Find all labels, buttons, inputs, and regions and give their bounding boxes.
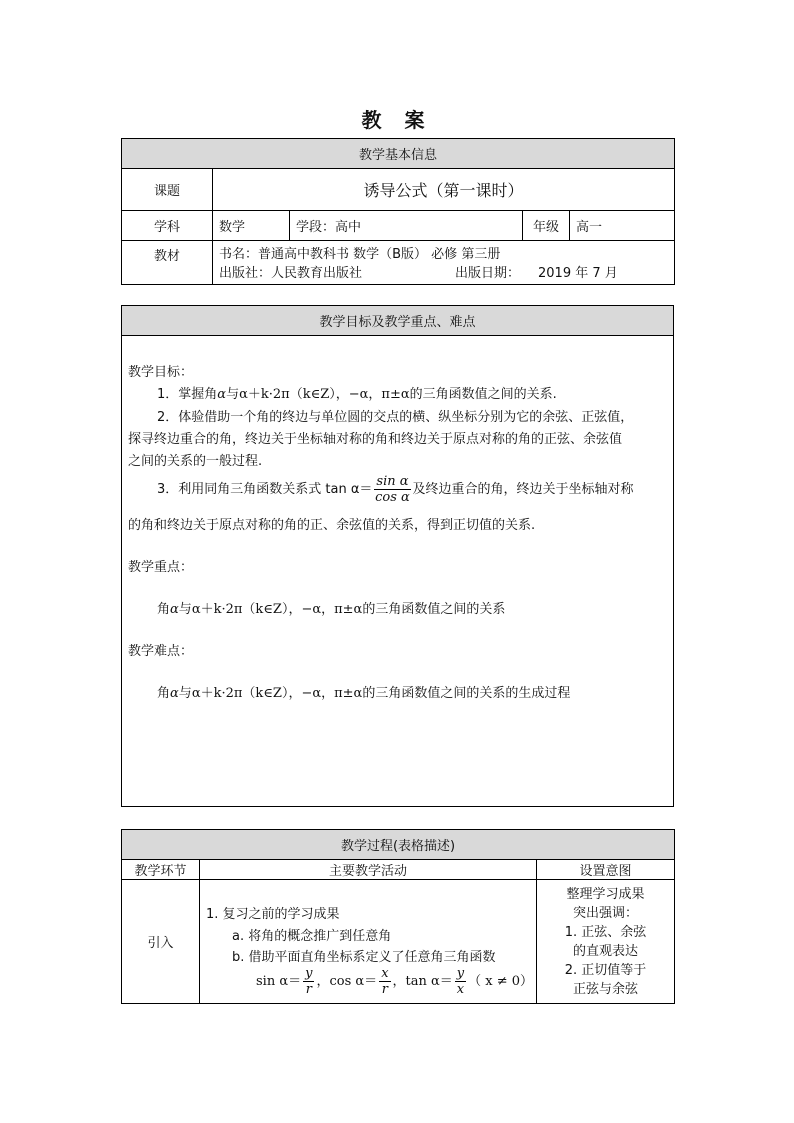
diff-suffix: 的三角函数值之间的关系的生成过程 xyxy=(362,686,571,701)
goal-3 xyxy=(157,474,634,505)
sin-num: y xyxy=(305,966,313,981)
stage-text: 学段：高中 xyxy=(290,211,523,241)
goals-table xyxy=(121,305,674,807)
tan-den: x xyxy=(456,982,465,997)
tan-fraction-num: sin α xyxy=(376,474,409,489)
tan-fraction xyxy=(374,474,410,505)
sin-prefix: sin α＝ xyxy=(256,974,302,989)
grade-label: 年级 xyxy=(523,211,570,241)
subject-label: 学科 xyxy=(122,211,213,241)
intent-line-2: 突出强调： xyxy=(573,905,639,921)
objectives-title: 教学目标： xyxy=(128,365,194,380)
goal-1-expr: α＋k·2π xyxy=(239,387,290,402)
cos-num: x xyxy=(381,966,389,981)
trig-definitions xyxy=(256,966,533,997)
key-expr: α＋k·2π（k∈Z），−α，π±α xyxy=(191,602,363,617)
tan-def-fraction xyxy=(455,966,466,997)
topic-value: 诱导公式（第一课时） xyxy=(213,169,675,211)
key-points-title: 教学重点： xyxy=(128,560,194,575)
goal-1-paren: （k∈Z） xyxy=(289,387,336,402)
diff-alpha: α xyxy=(170,686,179,701)
basic-info-table xyxy=(121,138,675,285)
key-prefix: 角 xyxy=(157,602,171,617)
cos-fraction xyxy=(379,966,390,997)
diff-prefix: 角 xyxy=(157,686,171,701)
intent-line-4: 的直观表达 xyxy=(573,943,639,959)
goal-1-prefix: 1．掌握角 xyxy=(157,387,218,402)
goal-3-prefix: 3．利用同角三角函数关系式 tan α＝ xyxy=(157,482,373,497)
difficulty-text xyxy=(157,682,570,701)
activity-cell xyxy=(200,880,537,1004)
activity-item-a: a. 将角的概念推广到任意角 xyxy=(232,929,392,944)
cos-prefix: ，cos α＝ xyxy=(316,974,378,989)
grade-value: 高一 xyxy=(570,211,675,241)
intent-cell xyxy=(537,880,675,1004)
material-cell xyxy=(213,241,675,285)
goal-1-suffix: 的三角函数值之间的关系. xyxy=(409,387,557,402)
material-pub-date-label: 出版日期： xyxy=(455,266,521,281)
document-title: 教 案 xyxy=(361,108,433,132)
goal-2-line-3: 之间的关系的一般过程. xyxy=(128,454,263,469)
tan-prefix: ，tan α＝ xyxy=(392,974,453,989)
intent-line-5: 2. 正切值等于 xyxy=(564,962,647,978)
material-publisher-line xyxy=(219,264,668,283)
col-stage-header: 教学环节 xyxy=(122,860,200,880)
process-header: 教学过程(表格描述) xyxy=(122,830,675,860)
tan-condition: （ x ≠ 0） xyxy=(468,974,534,989)
goal-3-line-2: 的角和终边关于原点对称的角的正、余弦值的关系，得到正切值的关系. xyxy=(128,518,536,533)
activity-item-b: b. 借助平面直角坐标系定义了任意角三角函数 xyxy=(232,950,496,965)
subject-value: 数学 xyxy=(213,211,290,241)
goal-2-line-1: 2．体验借助一个角的终边与单位圆的交点的横、纵坐标分别为它的余弦、正弦值， xyxy=(157,410,634,425)
key-alpha: α xyxy=(170,602,179,617)
cos-den: r xyxy=(381,982,388,997)
sin-den: r xyxy=(305,982,312,997)
basic-info-header: 教学基本信息 xyxy=(122,139,675,169)
sin-fraction xyxy=(303,966,314,997)
key-with: 与 xyxy=(178,602,192,617)
material-publisher: 出版社：人民教育出版社 xyxy=(219,266,363,281)
col-intent-header: 设置意图 xyxy=(537,860,675,880)
topic-label: 课题 xyxy=(122,169,213,211)
material-pub-date-value: 2019 年 7 月 xyxy=(538,266,618,281)
goal-3-suffix: 及终边重合的角，终边关于坐标轴对称 xyxy=(412,482,634,497)
goals-header: 教学目标及教学重点、难点 xyxy=(122,306,674,336)
stage-intro: 引入 xyxy=(122,880,200,1004)
key-suffix: 的三角函数值之间的关系 xyxy=(362,602,506,617)
goal-1-with: 与 xyxy=(226,387,240,402)
goals-body xyxy=(122,336,674,807)
intent-line-1: 整理学习成果 xyxy=(566,886,645,902)
goal-1 xyxy=(157,383,557,402)
key-points-text xyxy=(157,598,505,617)
goal-1-rest: ，−α，π±α xyxy=(335,387,410,402)
goal-1-alpha: α xyxy=(217,387,227,402)
intent-line-3: 1. 正弦、余弦 xyxy=(564,924,647,940)
col-activity-header: 主要教学活动 xyxy=(200,860,537,880)
material-book: 书名：普通高中教科书 数学（B版） 必修 第三册 xyxy=(219,247,501,262)
goal-2-line-2: 探寻终边重合的角，终边关于坐标轴对称的角和终边关于原点对称的角的正弦、余弦值 xyxy=(128,432,623,447)
intent-line-6: 正弦与余弦 xyxy=(573,981,639,997)
difficulty-title: 教学难点： xyxy=(128,644,194,659)
tan-num: y xyxy=(456,966,465,981)
tan-fraction-den: cos α xyxy=(375,490,410,505)
material-label: 教材 xyxy=(122,241,213,285)
diff-with: 与 xyxy=(178,686,192,701)
process-table xyxy=(121,829,675,1004)
diff-expr: α＋k·2π（k∈Z），−α，π±α xyxy=(191,686,363,701)
activity-item-1: 1. 复习之前的学习成果 xyxy=(206,907,340,922)
